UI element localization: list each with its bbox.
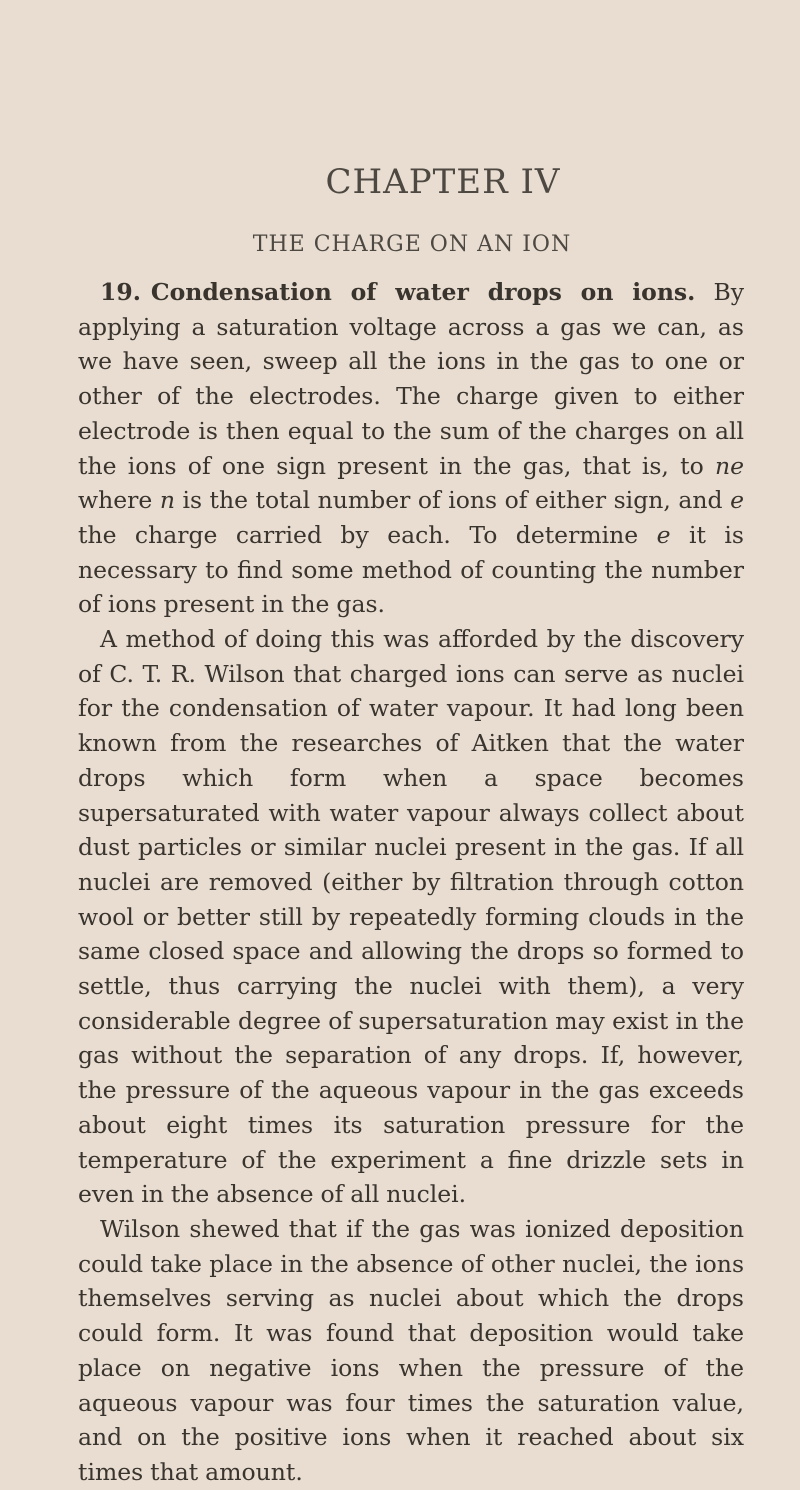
section-heading: Condensation of water drops on ions. [150,278,696,306]
paragraph-1-mid1: where [78,486,160,515]
paragraph-1-tail: it is necessary to find some method of counting the number of ions present in the gas. [78,520,744,619]
paragraph-2: A method of doing this was afforded by the discovery of C. T. R. Wilson that charged ions can serve as nuclei for the condensation of water vapour. It had long been known from the researches of Aitken that the water drops which form when a space becomes supersaturated with water vapour always collect about dust particles or similar nuclei present in the gas. If all nuclei are removed (either by filtration through cotton wool or better still by repeatedly forming clouds in the same closed space and allowing the drops so formed to settle, thus carrying the nuclei with them), a very considerable degree of supersaturation may exist in the gas without the separation of any drops. If, however, the pressure of the aqueous vapour in the gas exceeds about eight times its saturation pressure for the temperature of the experiment a fine drizzle sets in even in the absence of all nuclei. [78,625,744,1209]
paragraph-3: Wilson shewed that if the gas was ionized deposition could take place in the absence of other nuclei, the ions themselves serving as nuclei about which the drops could form. It was found that deposition would take place on negative ions when the pressure of the aqueous vapour was four times the saturation value, and on the positive ions when it reached about six times that amount. [78,1214,744,1486]
paragraph-1-mid2: is the total number of ions of either sign, and [174,486,731,515]
paragraph-1 [78,275,744,622]
variable-n: n [159,486,175,515]
section-number: 19. [100,278,141,306]
paragraph-1-mid3: the charge carried by each. To determine [78,520,657,549]
variable-e: e [730,486,744,515]
variable-e-2: e [656,520,671,549]
chapter-title: CHAPTER IV [325,162,561,202]
paragraph-1-lead: By applying a saturation voltage across a gas we can, as we have seen, sweep all the ions in the gas to one or other of the electrodes. The charge given to either electrode is then equal to the sum of the charges on all the ions of one sign present in the gas, that is, to [78,278,744,480]
variable-ne: ne [714,451,744,480]
chapter-subtitle: THE CHARGE ON AN ION [252,232,572,257]
